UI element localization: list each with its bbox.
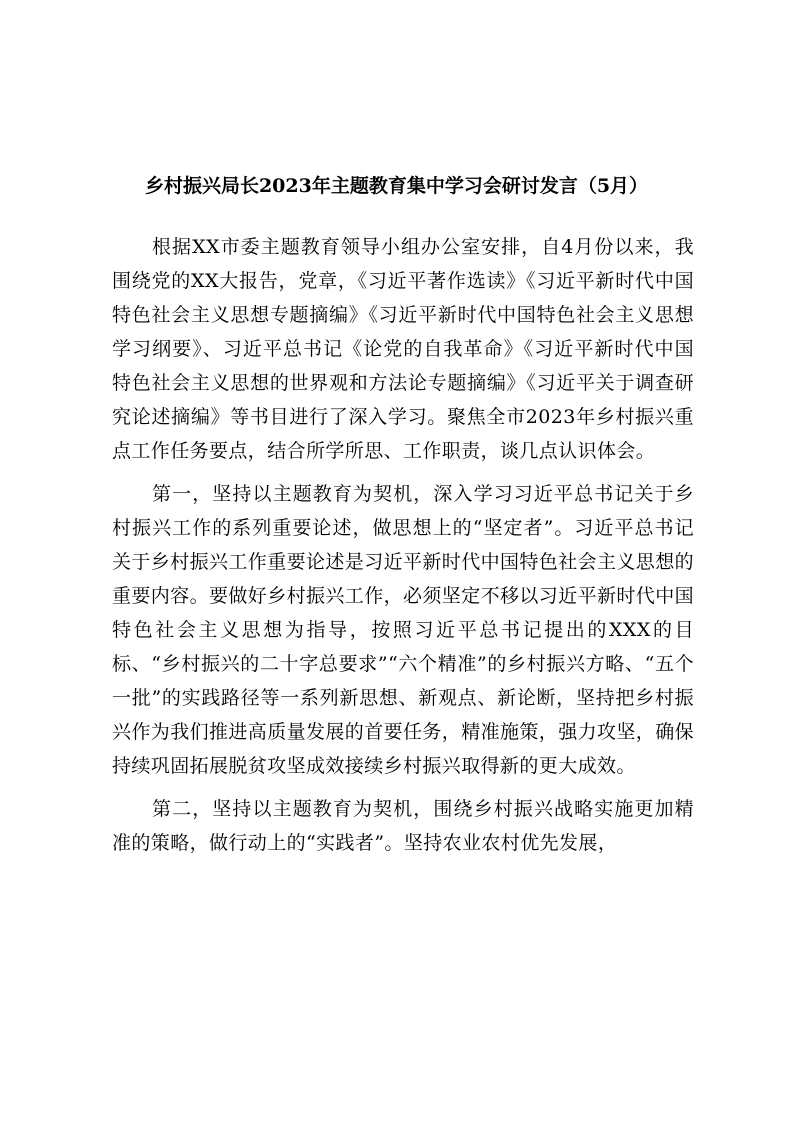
- paragraph-intro: 根据XX市委主题教育领导小组办公室安排，自4月份以来，我围绕党的XX大报告，党章，《习近平著作选读》《习近平新时代中国特色社会主义思想专题摘编》《习近平新时代中国特色社会主义思想学习纲要》、习近平总书记《论党的自我革命》《习近平新时代中国特色社会主义思想的世界观和方法论专题摘编》《习近平关于调查研究论述摘编》等书目进行了深入学习。聚焦全市2023年乡村振兴重点工作任务要点，结合所学所思、工作职责，谈几点认识体会。: [112, 236, 694, 462]
- document-body: [112, 230, 694, 869]
- document-title: 乡村振兴局长2023年主题教育集中学习会研讨发言（5月）: [144, 175, 649, 197]
- paragraph-point-one: 第一，坚持以主题教育为契机，深入学习习近平总书记关于乡村振兴工作的系列重要论述，做思想上的“坚定者”。习近平总书记关于乡村振兴工作重要论述是习近平新时代中国特色社会主义思想的重要内容。要做好乡村振兴工作，必须坚定不移以习近平新时代中国特色社会主义思想为指导，按照习近平总书记提出的XXX的目标、“乡村振兴的二十字总要求”“六个精准”的乡村振兴方略、“五个一批”的实践路径等一系列新思想、新观点、新论断，坚持把乡村振兴作为我们推进高质量发展的首要任务，精准施策，强力攻坚，确保持续巩固拓展脱贫攻坚成效接续乡村振兴取得新的更大成效。: [112, 483, 695, 777]
- paragraph-point-two: 第二，坚持以主题教育为契机，围绕乡村振兴战略实施更加精准的策略，做行动上的“实践者”。坚持农业农村优先发展，: [112, 798, 694, 854]
